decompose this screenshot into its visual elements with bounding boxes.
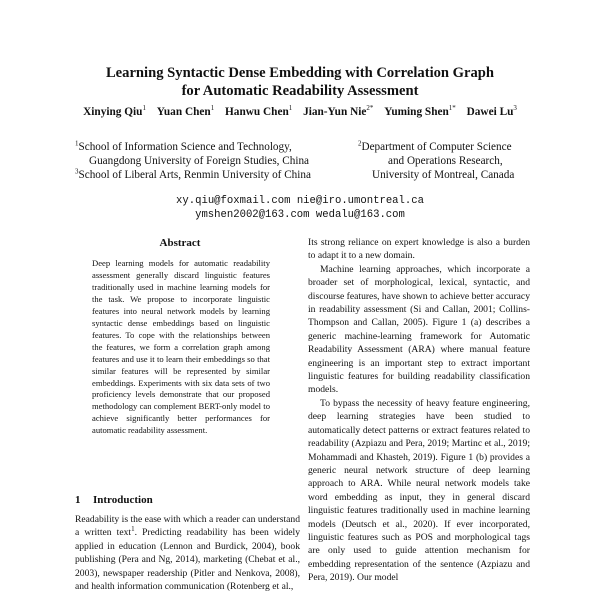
- title-line-2: for Automatic Readability Assessment: [181, 83, 419, 99]
- affiliation-1-line-2: Guangdong University of Foreign Studies, China: [89, 155, 310, 167]
- paragraph: Machine learning approaches, which incorporate a broader set of morphological, lexical, syntactic, and discourse features, have shown to achieve better accuracy in readability assessment (Si and Callan, 2001; Collins-Thompson and Callan, 2005). Figure 1 (a) describes a generic machine-learning framework for Automatic Readability Assessment (ARA) where manual feature engineering is an important step to extract important linguistic features for building readability classification models.: [308, 263, 530, 396]
- email-line-1: xy.qiu@foxmail.com nie@iro.umontreal.ca: [176, 195, 424, 207]
- author-list: [0, 106, 600, 118]
- author: Yuan Chen$^1$: [156, 104, 215, 118]
- footnote-marker: 1: [131, 525, 135, 534]
- affiliation-3: School of Liberal Arts, Renmin University of China: [78, 169, 311, 181]
- abstract-heading: Abstract: [159, 237, 201, 249]
- author-emails: [0, 194, 600, 222]
- affiliations-right: $^2$Department of Computer Science and Operations Research, University of Montreal, Canada: [358, 139, 515, 181]
- affiliation-2-line-3: University of Montreal, Canada: [372, 169, 515, 181]
- introduction-paragraph: Readability is the ease with which a reader can understand a written text$^1$. Predicting readability has been widely applied in education (Lennon and Burdick, 2004), book publishing (Pera and Ng, 2014), marketing (Chebat et al., 2003), newspaper readership (Pitler and Nenkova, 2008), and health information communication (Rotenberg et al.,: [75, 514, 301, 593]
- author: Hanwu Chen$^1$: [225, 104, 293, 118]
- affiliation-2-line-2: and Operations Research,: [388, 155, 503, 167]
- affiliations-left: $^1$School of Information Science and Technology, Guangdong University of Foreign Studies, China $^3$School of Liberal Arts, Renmin University of China: [75, 139, 311, 181]
- paragraph: To bypass the necessity of heavy feature engineering, deep learning strategies have been studied to automatically detect patterns or extract features related to readability (Azpiazu and Pera, 2019; Martinc et al., 2019; Mohammadi and Khasteh, 2019). Figure 1 (b) provides a generic neural network structure of deep learning approach to ARA. While neural network models take word embedding as input, they in general discard linguistic features traditionally used in machine learning models (Deutsch et al., 2020). If ever incorporated, linguistic features such as POS and morphological tags are only used to guide attention mechanism for embedding representation of the sentence (Azpiazu and Pera, 2019). Our model: [308, 397, 530, 584]
- author: Yuming Shen$^{1*}$: [384, 104, 456, 118]
- paper-title: [0, 64, 600, 100]
- paragraph: Its strong reliance on expert knowledge is also a burden to adapt it to a new domain.: [308, 237, 530, 262]
- title-line-1: Learning Syntactic Dense Embedding with Correlation Graph: [105, 65, 495, 81]
- email-line-2: ymshen2002@163.com wedalu@163.com: [195, 209, 405, 221]
- affiliation-1: School of Information Science and Technology,: [78, 141, 292, 153]
- section-heading-introduction: 1 Introduction: [75, 494, 153, 506]
- author: Xinying Qiu$^1$: [83, 104, 146, 118]
- right-column: [308, 236, 530, 585]
- author: Dawei Lu$^3$: [466, 104, 517, 118]
- affiliation-2: Department of Computer Science: [361, 141, 512, 153]
- abstract-body: Deep learning models for automatic readability assessment generally discard linguistic features traditionally used in machine learning models for the task. We propose to incorporate linguistic features into neural network models by learning syntactic dense embeddings based on linguistic features. To cope with the relationships between the features, we form a correlation graph among features and use it to learn their embeddings so that similar features will be represented by similar embeddings. Experiments with six data sets of two proficiency levels demonstrate that our proposed methodology can complement BERT-only model to achieve significantly better performances for automatic readability assessment.: [92, 258, 270, 436]
- author: Jian-Yun Nie$^{2*}$: [303, 104, 374, 118]
